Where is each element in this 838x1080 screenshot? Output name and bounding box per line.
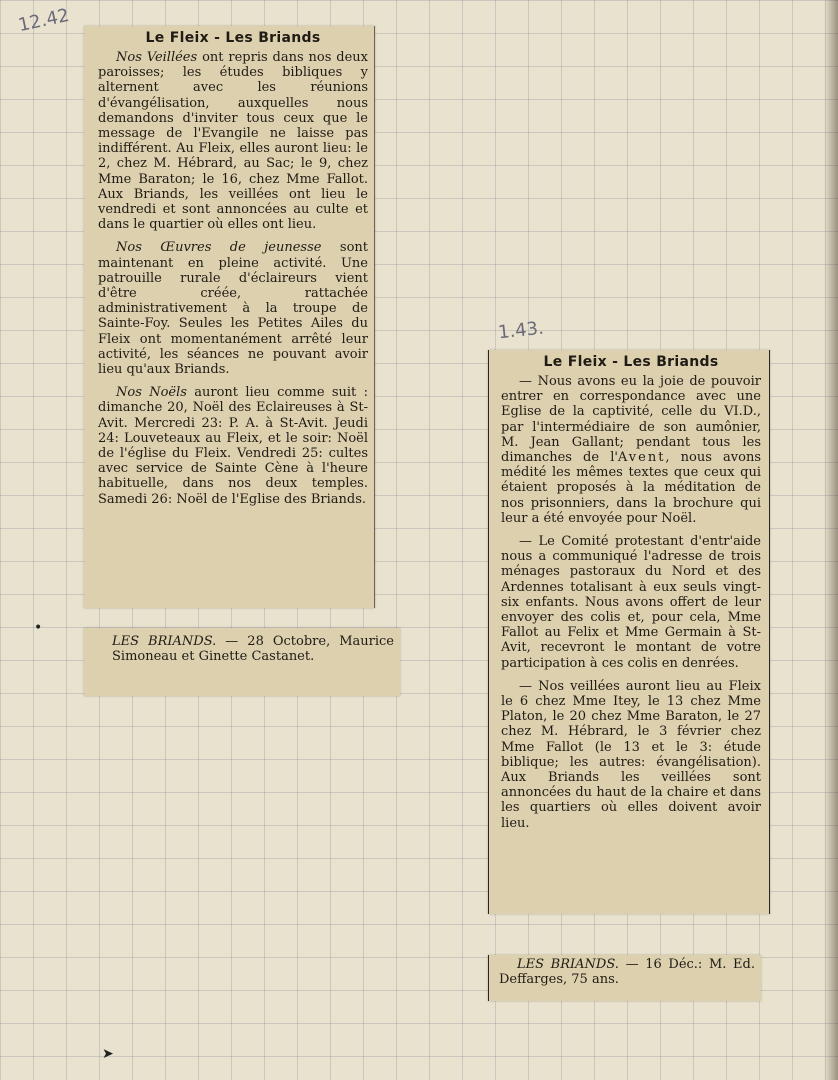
clipping-les-briands-death	[488, 955, 761, 1001]
ink-dot: •	[34, 620, 43, 636]
text-correspondance-a: — Nous avons eu la joie de pouvoir entrer en correspondance avec une Eglise de la captivité, celle du VI.D., par l'intermédiaire de son aumônier, M. Jean Gallant; pendant tous les dimanches de l'	[501, 374, 761, 466]
clipping-le-fleix-2	[488, 350, 770, 914]
paragraph-correspondance	[501, 374, 761, 526]
notebook-edge-shadow	[824, 0, 838, 1080]
handwritten-date-right: 1.43.	[497, 317, 545, 344]
text-veillees: ont repris dans nos deux paroisses; les études bibliques y alternent avec les réunions d'évangélisation, auxquelles nous demandons d'inviter tous ceux que le message de l'Evangile ne laisse pas indifférent. Au Fleix, elles auront lieu: le 2, chez M. Hébrard, au Sac; le 9, chez Mme Baraton; le 16, chez Mme Fallot. Aux Briands, les veillées ont lieu le vendredi et sont annoncées au culte et dans le quartier où elles ont lieu.	[98, 50, 368, 233]
paragraph-comite: — Le Comité protestant d'entr'aide nous a communiqué l'adresse de trois ménages pastoraux du Nord et des Ardennes totalisant à eux seuls vingt-six enfants. Nous avons offert de leur envoyer des colis et, pour cela, Mme Fallot au Felix et Mme Germain à St-Avit, recevront le montant de votre participation à ces colis en denrées.	[501, 534, 761, 671]
clipping-title: Le Fleix - Les Briands	[145, 30, 321, 46]
text-avent: Avent	[617, 450, 666, 466]
paragraph-veillees-2: — Nos veillées auront lieu au Fleix le 6 chez Mme Itey, le 13 chez Mme Platon, le 20 chez Mme Baraton, le 27 chez M. Hébrard, le 3 février chez Mme Fallot (le 13 et le 3: étude biblique; les autres: évangélisation). Aux Briands les veillées sont annoncées du haut de la chaire et dans les quartiers où elles doivent avoir lieu.	[501, 678, 761, 831]
text-marriage: — 28 Octobre, Maurice Simoneau et Ginette Castanet.	[112, 634, 394, 665]
lead-les-briands: LES BRIANDS.	[517, 957, 619, 972]
lead-oeuvres: Nos Œuvres de jeunesse	[116, 240, 322, 256]
paragraph-noels	[98, 385, 368, 507]
lead-veillees: Nos Veillées	[116, 50, 198, 65]
text-noels: auront lieu comme suit : dimanche 20, Noël des Eclaireuses à St-Avit. Mercredi 23: P. A. à St-Avit. Jeudi 24: Louveteaux au Fleix, et le soir: Noël de l'église du Fleix. Vendredi 25: cultes avec service de Sainte Cène à l'heure habituelle, dans nos deux temples. Samedi 26: Noël de l'Eglise des Briands.	[98, 385, 368, 507]
clipping-title: Le Fleix - Les Briands	[543, 354, 719, 370]
lead-les-briands: LES BRIANDS.	[112, 634, 217, 649]
paragraph-veillees	[98, 50, 368, 232]
text-death: — 16 Déc.: M. Ed. Deffarges, 75 ans.	[499, 957, 755, 988]
text-oeuvres: sont maintenant en pleine activité. Une patrouille rurale d'éclaireurs vient d'être créée, rattachée administrativement à la troupe de Sainte-Foy. Seules les Petites Ailes du Fleix ont momentanément arrêté leur activité, les séances ne pouvant avoir lieu qu'aux Briands.	[98, 240, 368, 378]
death-notice	[499, 957, 755, 987]
clipping-le-fleix-1	[84, 26, 375, 608]
clipping-les-briands-marriage	[84, 628, 400, 696]
paragraph-oeuvres	[98, 240, 368, 377]
handwritten-date-left: 12.42	[16, 4, 72, 37]
lead-noels: Nos Noëls	[116, 385, 187, 401]
marriage-notice	[112, 634, 394, 664]
pencil-mark: ➤	[102, 1046, 114, 1062]
text-correspondance-b: , nous avons médité les mêmes textes que ceux qui étaient proposés à la méditation de nos prisonniers, dans la brochure qui leur a été envoyée pour Noël.	[501, 450, 761, 526]
